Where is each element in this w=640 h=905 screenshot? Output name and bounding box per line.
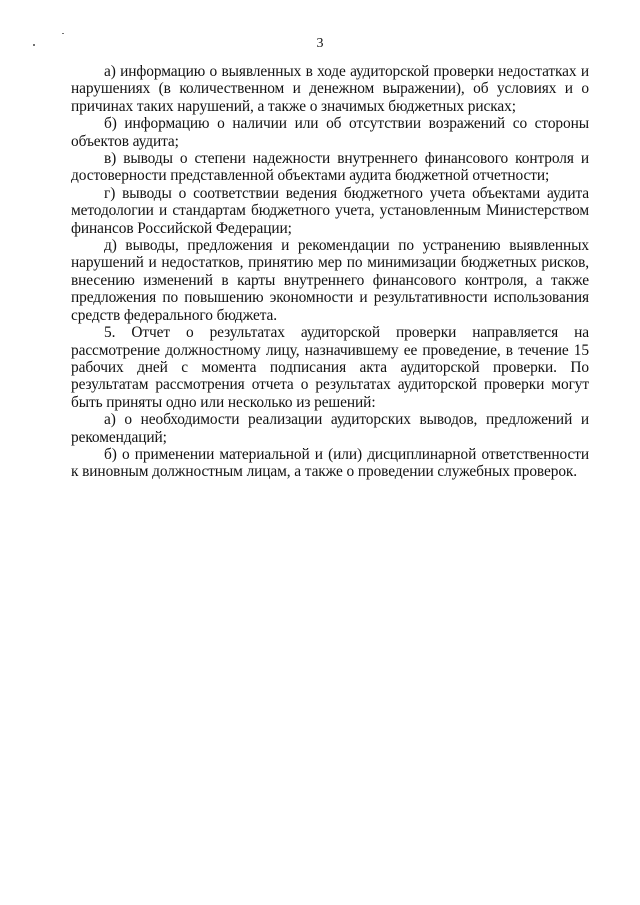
scan-speck <box>62 33 64 34</box>
paragraph-item-v: в) выводы о степени надежности внутреннего финансового контроля и достоверности представленной объектами аудита бюджетной отчетности; <box>71 150 589 185</box>
paragraph-item-a: а) информацию о выявленных в ходе аудиторской проверки недостатках и нарушениях (в количественном и денежном выражении), об условиях и о причинах таких нарушений, а также о значимых бюджетных рисках; <box>71 63 589 115</box>
document-body <box>71 63 589 481</box>
paragraph-item-g: г) выводы о соответствии ведения бюджетного учета объектами аудита методологии и стандартам бюджетного учета, установленным Министерством финансов Российской Федерации; <box>71 184 589 237</box>
paragraph-decision-a: а) о необходимости реализации аудиторских выводов, предложений и рекомендаций; <box>71 411 589 446</box>
page-number: 3 <box>316 36 324 51</box>
paragraph-item-b: б) информацию о наличии или об отсутствии возражений со стороны объектов аудита; <box>71 115 589 150</box>
paragraph-item-d: д) выводы, предложения и рекомендации по устранению выявленных нарушений и недостатков, принятию мер по минимизации бюджетных рисков, внесению изменений в карты внутреннего финансового контроля, а также предложения по повышению экономности и результативности использования средств федерального бюджета. <box>71 237 589 324</box>
paragraph-decision-b: б) о применении материальной и (или) дисциплинарной ответственности к виновным должностным лицам, а также о проведении служебных проверок. <box>71 445 589 481</box>
paragraph-section-5: 5. Отчет о результатах аудиторской проверки направляется на рассмотрение должностному лицу, назначившему ее проведение, в течение 15 рабочих дней с момента подписания акта аудиторской проверки. По результатам рассмотрения отчета о результатах аудиторской проверки могут быть приняты одно или несколько из решений: <box>71 324 589 411</box>
